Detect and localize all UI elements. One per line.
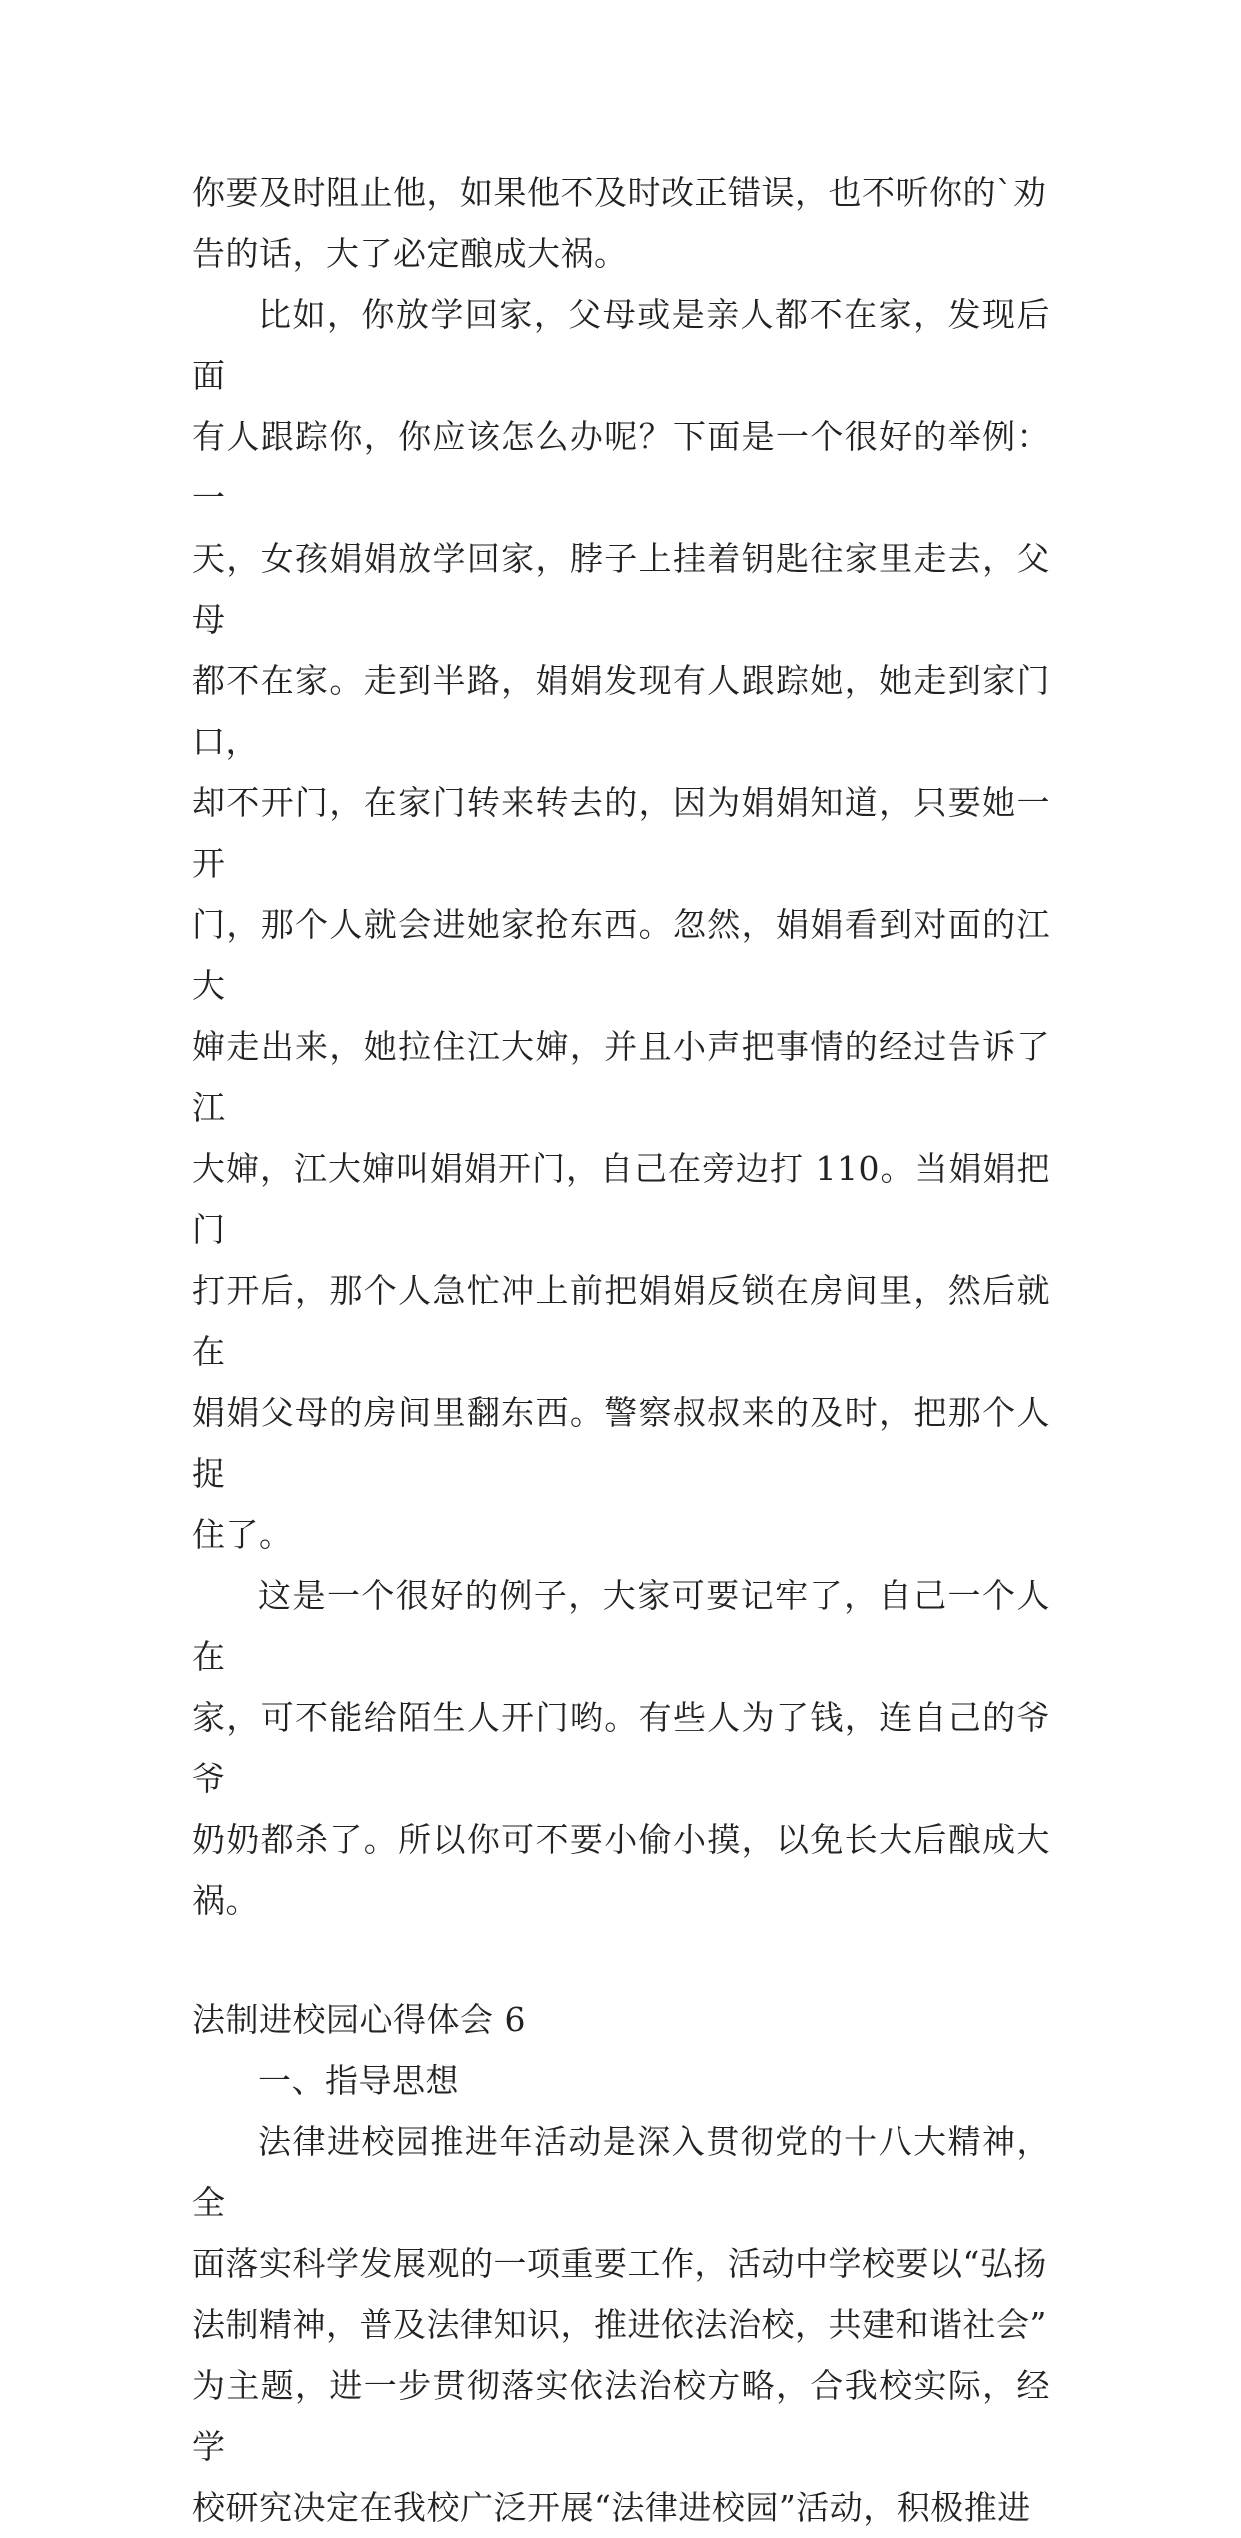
text-line: 一、指导思想 — [258, 2061, 459, 2100]
text-line: 打开后，那个人急忙冲上前把娟娟反锁在房间里，然后就在 — [192, 1271, 1050, 1371]
text-line: 家，可不能给陌生人开门哟。有些人为了钱，连自己的爷爷 — [192, 1698, 1050, 1798]
document-body — [192, 162, 1050, 2538]
text-line: 大婶，江大婶叫娟娟开门，自己在旁边打 110。当娟娟把门 — [192, 1149, 1050, 1249]
text-line: 奶奶都杀了。所以你可不要小偷小摸，以免长大后酿成大祸。 — [192, 1820, 1050, 1920]
text-line: 住了。 — [192, 1515, 293, 1554]
text-line: 有人跟踪你，你应该怎么办呢？下面是一个很好的举例：一 — [192, 417, 1050, 517]
section-title: 法制进校园心得体会 6 — [192, 2000, 526, 2039]
text-line: 为主题，进一步贯彻落实依法治校方略，合我校实际，经学 — [192, 2366, 1050, 2466]
text-line: 校研究决定在我校广泛开展“法律进校园”活动，积极推进 — [192, 2488, 1031, 2527]
text-line: 你要及时阻止他，如果他不及时改正错误，也不听你的`劝 — [192, 173, 1047, 212]
text-line: 都不在家。走到半路，娟娟发现有人跟踪她，她走到家门口， — [192, 661, 1050, 761]
text-line: 却不开门，在家门转来转去的，因为娟娟知道，只要她一开 — [192, 783, 1050, 883]
text-line: 面落实科学发展观的一项重要工作，活动中学校要以“弘扬 — [192, 2244, 1047, 2283]
text-line: 门，那个人就会进她家抢东西。忽然，娟娟看到对面的江大 — [192, 905, 1050, 1005]
text-line: 天，女孩娟娟放学回家，脖子上挂着钥匙往家里走去，父母 — [192, 539, 1050, 639]
paragraph-3 — [192, 1565, 1050, 1931]
text-line: 婶走出来，她拉住江大婶，并且小声把事情的经过告诉了江 — [192, 1027, 1050, 1127]
text-line: 比如，你放学回家，父母或是亲人都不在家，发现后面 — [192, 295, 1050, 395]
paragraph-4 — [192, 2111, 1050, 2538]
text-line: 这是一个很好的例子，大家可要记牢了，自己一个人在 — [192, 1576, 1050, 1676]
paragraph-1 — [192, 162, 1050, 284]
text-line: 告的话，大了必定酿成大祸。 — [192, 234, 628, 273]
text-line: 娟娟父母的房间里翻东西。警察叔叔来的及时，把那个人捉 — [192, 1393, 1050, 1493]
text-line: 法律进校园推进年活动是深入贯彻党的十八大精神，全 — [192, 2122, 1050, 2222]
text-line: 法制精神，普及法律知识，推进依法治校，共建和谐社会” — [192, 2305, 1047, 2344]
paragraph-2 — [192, 284, 1050, 1565]
subheading-guiding-ideology — [192, 2050, 1050, 2111]
